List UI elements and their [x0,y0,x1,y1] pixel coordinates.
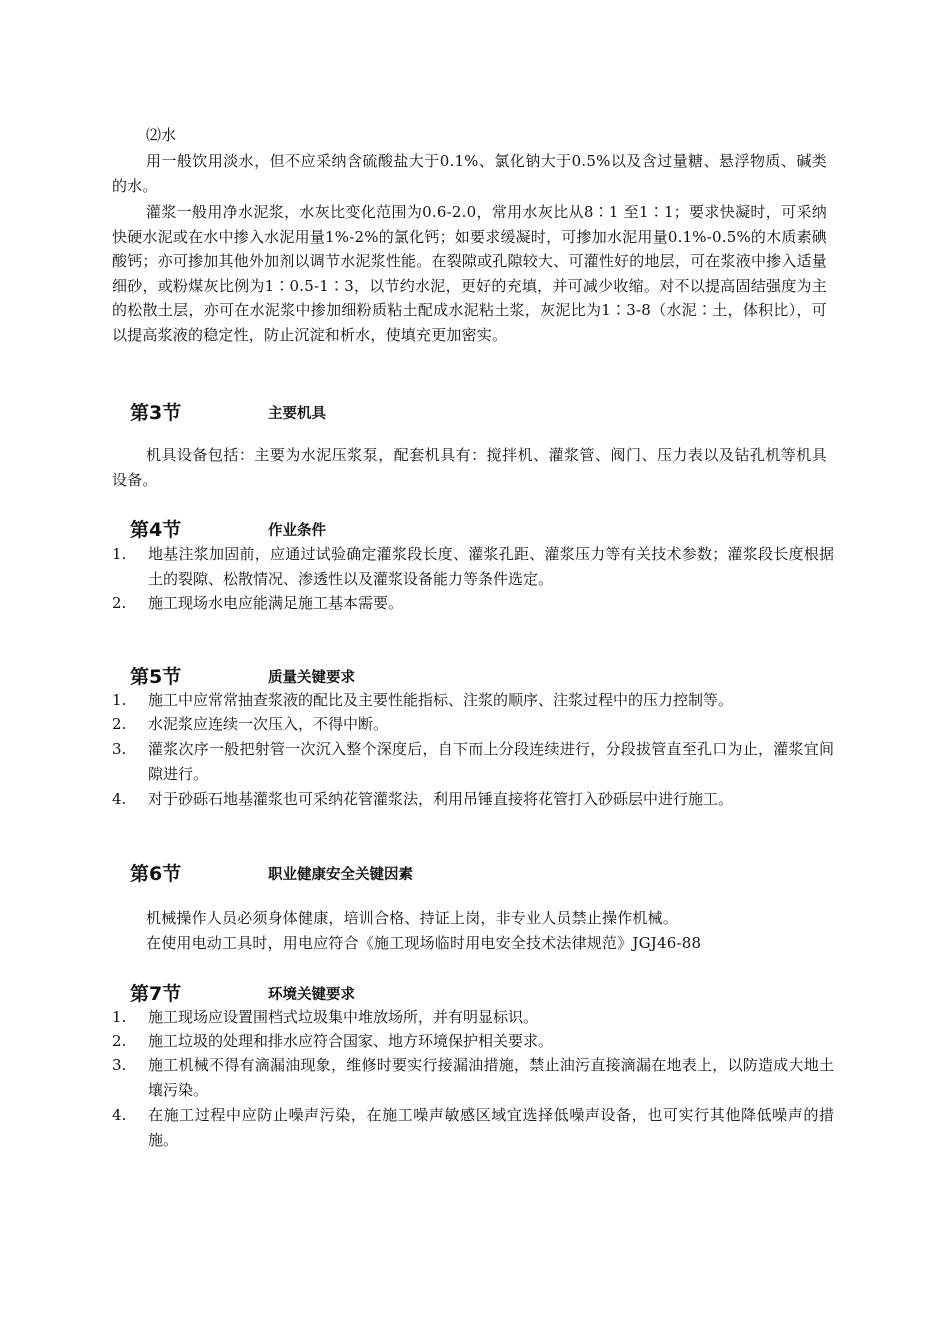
list-text: 施工现场应设置围档式垃圾集中堆放场所，并有明显标识。 [148,1008,539,1026]
list-text: 施工中应常常抽查浆液的配比及主要性能指标、注浆的顺序、注浆过程中的压力控制等。 [148,691,734,709]
list-item [112,1053,834,1102]
section-6-paragraph: 在使用电动工具时，用电应符合《施工现场临时用电安全技术法律规范》JGJ46-88 [146,934,702,952]
list-item [112,1005,834,1030]
section-6-paragraph: 机械操作人员必须身体健康，培训合格、持证上岗，非专业人员禁止操作机械。 [146,909,679,927]
grout-paragraph: 灌浆一般用净水泥浆，水灰比变化范围为0.6-2.0，常用水灰比从8∶1 至1∶1；要求快凝时，可采纳快硬水泥或在水中掺入水泥用量1%-2%的氯化钙；如要求缓凝时，可掺加水泥用量0.1%-0.5%的木质素碘酸钙；亦可掺加其他外加剂以调节水泥浆性能。在裂隙或孔隙较大、可灌性好的地层，可在浆液中掺入适量细砂，或粉煤灰比例为1∶0.5-1∶3，以节约水泥，更好的充填，并可减少收缩。对不以提高固结强度为主的松散土层，亦可在水泥浆中掺加细粉质粘土配成水泥粘土浆，灰泥比为1∶3-8（水泥∶土，体积比），可以提高浆液的稳定性，防止沉淀和析水，使填充更加密实。 [112,203,827,344]
subsection-label-water: ⑵水 [146,126,177,144]
section-3-title: 主要机具 [268,406,326,422]
list-text: 灌浆次序一般把射管一次沉入整个深度后，自下而上分段连续进行，分段拔管直至孔口为止，灌浆宜间隙进行。 [148,740,834,783]
list-text: 施工垃圾的处理和排水应符合国家、地方环境保护相关要求。 [148,1032,554,1050]
section-4-title: 作业条件 [268,523,326,539]
list-item [112,688,834,713]
list-text: 地基注浆加固前，应通过试验确定灌浆段长度、灌浆孔距、灌浆压力等有关技术参数；灌浆段长度根据土的裂隙、松散情况、渗透性以及灌浆设备能力等条件选定。 [148,545,834,588]
list-item [112,1029,834,1054]
list-item [112,712,834,737]
list-number: 1. [112,545,127,563]
section-7-number: 第7节 [130,983,182,1005]
section-6-title: 职业健康安全关键因素 [268,867,413,883]
section-6-number: 第6节 [130,863,182,885]
list-item [112,542,834,591]
section-5-number: 第5节 [130,666,182,688]
section-4-number: 第4节 [130,519,182,541]
list-number: 1. [112,691,127,709]
list-item [112,1103,834,1152]
list-number: 2. [112,594,127,612]
section-7-title: 环境关键要求 [268,987,355,1003]
list-number: 4. [112,1106,127,1124]
list-text: 施工机械不得有滴漏油现象，维修时要实行接漏油措施，禁止油污直接滴漏在地表上，以防造成大地土壤污染。 [148,1056,834,1099]
list-text: 在施工过程中应防止噪声污染，在施工噪声敏感区域宜选择低噪声设备，也可实行其他降低噪声的措施。 [148,1106,834,1149]
section-3-number: 第3节 [130,402,182,424]
section-3-paragraph: 机具设备包括：主要为水泥压浆泵，配套机具有：搅拌机、灌浆管、阀门、压力表以及钻孔机等机具设备。 [112,446,827,489]
list-number: 1. [112,1008,127,1026]
list-text: 水泥浆应连续一次压入，不得中断。 [148,715,389,733]
list-number: 3. [112,1056,127,1074]
list-item [112,787,834,812]
list-item [112,591,834,616]
section-5-title: 质量关键要求 [268,670,355,686]
list-number: 3. [112,740,127,758]
list-number: 4. [112,790,127,808]
list-number: 2. [112,715,127,733]
list-item [112,737,834,786]
list-text: 对于砂砾石地基灌浆也可采纳花管灌浆法，利用吊锤直接将花管打入砂砾层中进行施工。 [148,790,734,808]
water-paragraph: 用一般饮用淡水，但不应采纳含硫酸盐大于0.1%、氯化钠大于0.5%以及含过量糖、悬浮物质、碱类的水。 [112,152,827,195]
list-text: 施工现场水电应能满足施工基本需要。 [148,594,404,612]
list-number: 2. [112,1032,127,1050]
